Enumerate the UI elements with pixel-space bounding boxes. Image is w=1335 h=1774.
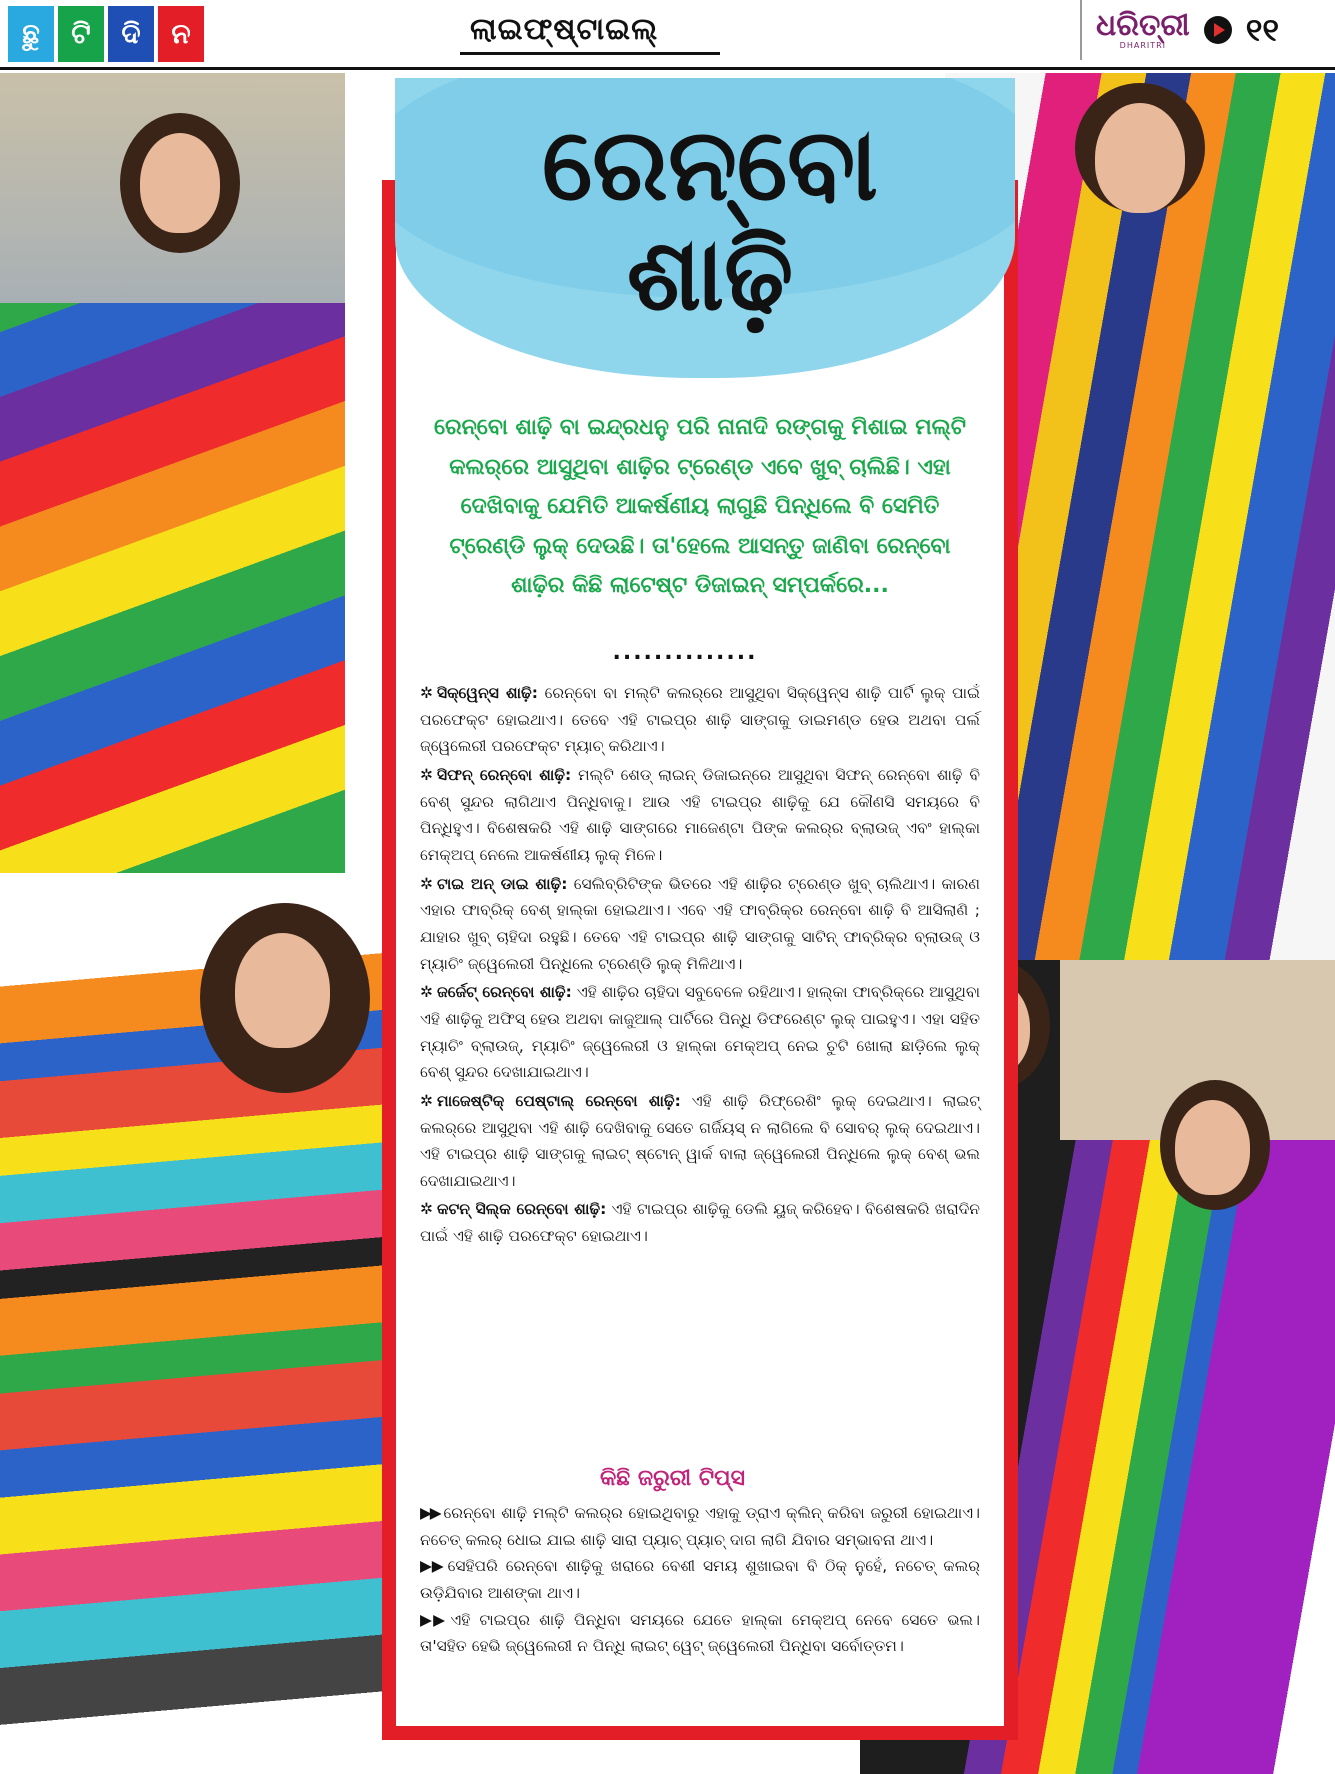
page-header [0, 0, 1335, 70]
brand-letter-1: ଛୁ [8, 6, 54, 62]
play-icon [1204, 16, 1232, 44]
tips-list [420, 1500, 980, 1660]
model-face [1175, 1100, 1250, 1195]
tip-text: ରେନ୍‌ବୋ ଶାଢ଼ି ମଲ୍ଟି କଲର୍‌ର ହୋଇଥିବାରୁ ଏହାକୁ ଡ୍ରାଏ କ୍ଲିନ୍ କରିବା ଜରୁରୀ ହୋଇଥାଏ। ନଚେତ୍ କଲର୍ ଧୋଇ ଯାଇ ଶାଢ଼ି ସାରା ପ୍ୟାଚ୍ ପ୍ୟାଚ୍ ଦାଗ ଲାଗି ଯିବାର ସମ୍ଭାବନା ଥାଏ। [420, 1504, 980, 1549]
brand-letter-2: ଟି [58, 6, 104, 62]
model-face [140, 133, 220, 233]
list-item [420, 1500, 980, 1553]
point-text: ରେନ୍‌ବୋ ବା ମଲ୍ଟି କଲର୍‌ରେ ଆସୁଥିବା ସିକ୍ୱେନ୍ସ ଶାଢ଼ି ପାର୍ଟି ଲୁକ୍ ପାଇଁ ପରଫେକ୍ଟ ହୋଇଥାଏ। ତେବେ ଏହି ଟାଇପ୍‌ର ଶାଢ଼ି ସାଙ୍ଗକୁ ଡାଇମଣ୍ଡ ହେଉ ଅଥବା ପର୍ଲ ଜ୍ୱେଲେରୀ ପରଫେକ୍ଟ ମ୍ୟାଚ୍ କରିଥାଏ। [420, 684, 980, 756]
article-title-line-2: ଶାଢ଼ି [626, 216, 794, 333]
article-title-line-1: ରେନ୍‌ବୋ [542, 106, 878, 223]
masthead [1080, 0, 1279, 60]
masthead-logo [1096, 7, 1190, 50]
point-heading: ସିକ୍ୱେନ୍ସ ଶାଢ଼ି: [437, 684, 538, 702]
section-underline [460, 52, 720, 55]
tip-text: ଏହି ଟାଇପ୍‌ର ଶାଢ଼ି ପିନ୍ଧିବା ସମୟରେ ଯେତେ ହାଲ୍‌କା ମେକ୍‌ଅପ୍ ନେବେ ସେତେ ଭଲ। ତା'ସହିତ ହେଭି ଜ୍ୱେଲେରୀ ନ ପିନ୍ଧି ଲାଇଟ୍ ୱେଟ୍ ଜ୍ୱେଲେରୀ ପିନ୍ଧିବା ସର୍ବୋତ୍ତମ। [420, 1610, 980, 1656]
list-item [420, 1196, 980, 1249]
star-icon: ✲ [420, 684, 433, 702]
star-icon: ✲ [420, 1091, 433, 1110]
list-item [420, 762, 980, 869]
star-icon: ✲ [420, 983, 433, 1002]
point-heading: ମାଜେଷ୍ଟିକ୍ ପେଷ୍ଟାଲ୍ ରେନ୍‌ବୋ ଶାଢ଼ି: [437, 1091, 681, 1110]
masthead-sub: DHARITRI [1119, 40, 1167, 50]
double-arrow-icon: ▶▶ [420, 1504, 440, 1522]
model-face [1095, 103, 1185, 213]
point-text: ଏହି ଶାଢ଼ିର ଚାହିଦା ସବୁବେଳେ ରହିଥାଏ। ହାଲ୍‌କା ଫାବ୍ରିକ୍‌ରେ ଆସୁଥିବା ଏହି ଶାଢ଼ିକୁ ଅଫିସ୍ ହେଉ ଅଥବା କାଜୁଆଲ୍ ପାର୍ଟିରେ ପିନ୍ଧି ଡିଫରେଣ୍ଟ ଲୁକ୍ ପାଇହୁଏ। ଏହା ସହିତ ମ୍ୟାଚିଂ ବ୍ଲାଉଜ୍, ମ୍ୟାଚିଂ ଜ୍ୱେଲେରୀ ଓ ହାଲ୍‌କା ମେକ୍‌ଅପ୍ ନେଇ ଚୁଟି ଖୋଲା ଛାଡ଼ିଲେ ଲୁକ୍ ବେଶ୍ ସୁନ୍ଦର ଦେଖାଯାଇଥାଏ। [420, 983, 980, 1082]
brand-logo [8, 6, 204, 62]
tips-heading: କିଛି ଜରୁରୀ ଟିପ୍ସ [600, 1466, 745, 1491]
point-heading: କଟନ୍ ସିଲ୍କ ରେନ୍‌ବୋ ଶାଢ଼ି: [437, 1200, 607, 1219]
double-arrow-icon: ▶▶ [420, 1557, 444, 1576]
star-icon: ✲ [420, 1200, 433, 1219]
separator-dots: .............. [612, 640, 758, 665]
list-item [420, 1553, 980, 1606]
section-title: ଲାଇଫ୍‌ଷ୍ଟାଇଲ୍ [470, 12, 659, 47]
point-text: ସେଲିବ୍ରିଟିଙ୍କ ଭିତରେ ଏହି ଶାଢ଼ିର ଟ୍ରେଣ୍ଡ ଖୁବ୍ ଚାଲିଥାଏ। କାରଣ ଏହାର ଫାବ୍ରିକ୍ ବେଶ୍ ହାଲ୍‌କା ହୋଇଥାଏ। ଏବେ ଏହି ଫାବ୍ରିକ୍‌ର ରେନ୍‌ବୋ ଶାଢ଼ି ବି ଆସିଲାଣି ; ଯାହାର ଖୁବ୍ ଚାହିଦା ରହୁଛି। ତେବେ ଏହି ଟାଇପ୍‌ର ଶାଢ଼ି ସାଙ୍ଗକୁ ସାଟିନ୍ ଫାବ୍ରିକ୍‌ର ବ୍ଲାଉଜ୍ ଓ ମ୍ୟାଚିଂ ଜ୍ୱେଲେରୀ ପିନ୍ଧିଲେ ଟ୍ରେଣ୍ଡି ଲୁକ୍ ମିଳିଥାଏ। [420, 874, 980, 973]
saree-types-list [420, 680, 980, 1252]
star-icon: ✲ [420, 765, 433, 784]
list-item [420, 979, 980, 1086]
model-face [235, 933, 330, 1048]
tip-text: ସେହିପରି ରେନ୍‌ବୋ ଶାଢ଼ିକୁ ଖରାରେ ବେଶୀ ସମୟ ଶୁଖାଇବା ବି ଠିକ୍ ନୁହେଁ, ନଚେତ୍ କଲର୍ ଉଡ଼ିଯିବାର ଆଶଙ୍କା ଥାଏ। [420, 1557, 980, 1602]
article-intro: ରେନ୍‌ବୋ ଶାଢ଼ି ବା ଇନ୍ଦ୍ରଧନୁ ପରି ନାନାଦି ରଙ୍ଗକୁ ମିଶାଇ ମଲ୍ଟି କଲର୍‌ରେ ଆସୁଥିବା ଶାଢ଼ିର ଟ୍ରେଣ୍ଡ ଏବେ ଖୁବ୍ ଚାଲିଛି। ଏହା ଦେଖିବାକୁ ଯେମିତି ଆକର୍ଷଣୀୟ ଲାଗୁଛି ପିନ୍ଧିଲେ ବି ସେମିତି ଟ୍ରେଣ୍ଡି ଲୁକ୍ ଦେଉଛି। ତା'ହେଲେ ଆସନ୍ତୁ ଜାଣିବା ରେନ୍‌ବୋ ଶାଢ଼ିର କିଛି ଲାଟେଷ୍ଟ ଡିଜାଇନ୍ ସମ୍ପର୍କରେ... [433, 415, 967, 599]
list-item [420, 1088, 980, 1195]
page-number: ୧୧ [1245, 10, 1280, 49]
point-heading: ସିଫନ୍ ରେନ୍‌ବୋ ଶାଢ଼ି: [437, 765, 572, 784]
brand-letter-3: ଦି [108, 6, 154, 62]
list-item [420, 680, 980, 760]
photo-model-rainbow-saree-1 [0, 73, 345, 873]
double-arrow-icon: ▶▶ [420, 1610, 447, 1629]
point-text: ଏହି ଶାଢ଼ି ରିଫ୍ରେଶିଂ ଲୁକ୍ ଦେଇଥାଏ। ଲାଇଟ୍ କଲର୍‌ରେ ଆସୁଥିବା ଏହି ଶାଢ଼ି ଦେଖିବାକୁ ସେତେ ଗର୍ଜିୟସ୍ ନ ଲାଗିଲେ ବି ସୋବର୍ ଲୁକ୍ ଦେଇଥାଏ। ଏହି ଟାଇପ୍‌ର ଶାଢ଼ି ସାଙ୍ଗକୁ ଲାଇଟ୍ ଷ୍ଟୋନ୍ ୱାର୍କ ବାଲା ଜ୍ୱେଲେରୀ ପିନ୍ଧିଲେ ଲୁକ୍ ବେଶ୍ ଭଲ ଦେଖାଯାଇଥାଏ। [420, 1091, 981, 1190]
brand-letter-4: ନ [158, 6, 204, 62]
list-item [420, 871, 980, 978]
point-heading: ଜର୍ଜେଟ୍ ରେନ୍‌ବୋ ଶାଢ଼ି: [437, 983, 572, 1002]
list-item [420, 1607, 980, 1660]
star-icon: ✲ [420, 874, 433, 893]
masthead-name: ଧରିତ୍ରୀ [1096, 7, 1190, 43]
point-text: ମଲ୍ଟି ଶେଡ୍ ଲାଇନ୍ ଡିଜାଇନ୍‌ରେ ଆସୁଥିବା ସିଫନ୍ ରେନ୍‌ବୋ ଶାଢ଼ି ବି ବେଶ୍ ସୁନ୍ଦର ଲାଗିଥାଏ ପିନ୍ଧିବାକୁ। ଆଉ ଏହି ଟାଇପ୍‌ର ଶାଢ଼ିକୁ ଯେ କୌଣସି ସମୟରେ ବି ପିନ୍ଧିହୁଏ। ବିଶେଷକରି ଏହି ଶାଢ଼ି ସାଙ୍ଗରେ ମାଜେଣ୍ଟା ପିଙ୍କ କଲର୍‌ର ବ୍ଲାଉଜ୍ ଏବଂ ହାଲ୍‌କା ମେକ୍‌ଅପ୍ ନେଲେ ଆକର୍ଷଣୀୟ ଲୁକ୍ ମିଳେ। [420, 765, 980, 864]
point-text: ଏହି ଟାଇପ୍‌ର ଶାଢ଼ିକୁ ଡେଲି ୟୁଜ୍ କରିହେବ। ବିଶେଷକରି ଖରାଦିନ ପାଇଁ ଏହି ଶାଢ଼ି ପରଫେକ୍ଟ ହୋଇଥାଏ। [420, 1200, 980, 1246]
point-heading: ଟାଇ ଅନ୍ ଡାଇ ଶାଢ଼ି: [437, 874, 568, 893]
